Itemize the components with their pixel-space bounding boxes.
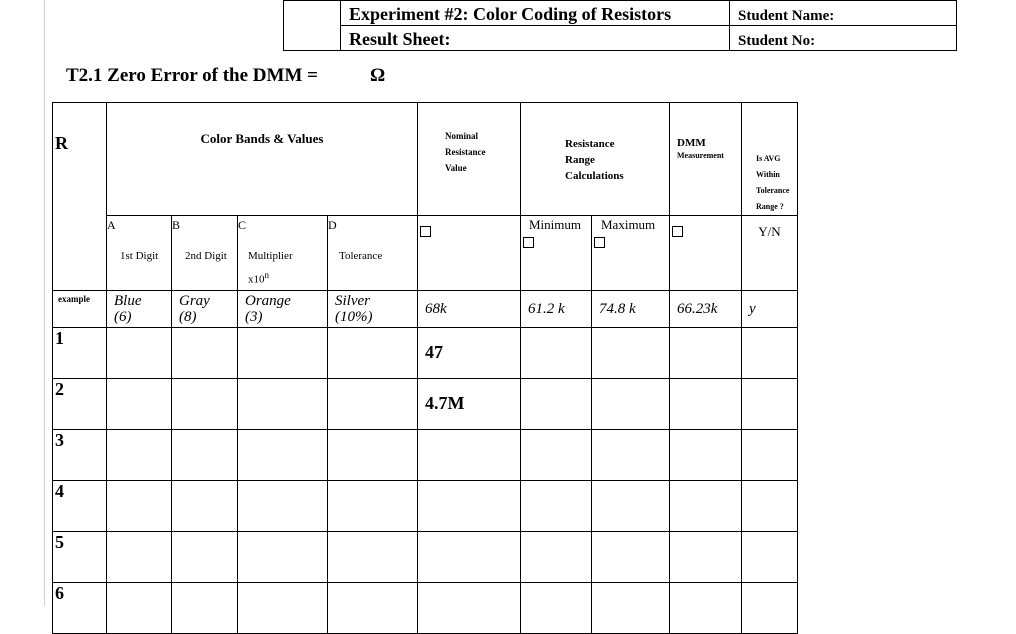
student-no-label: Student No: [730, 26, 957, 51]
experiment-title: Experiment #2: Color Coding of Resistors [341, 1, 730, 26]
result-sheet-label: Result Sheet: [341, 26, 730, 51]
row2-band-d[interactable] [328, 379, 418, 430]
tolerance-label: Tolerance [339, 250, 383, 262]
checkbox-icon [523, 237, 534, 248]
row6-dmm[interactable] [670, 583, 742, 634]
row5-band-d[interactable] [328, 532, 418, 583]
table-row [53, 430, 798, 481]
minimum-header: Minimum [521, 216, 592, 291]
header-table [283, 0, 957, 51]
page-margin-line [44, 0, 45, 606]
band-a-header: A 1st Digit [107, 216, 172, 291]
row4-avg[interactable] [742, 481, 798, 532]
row6-band-a[interactable] [107, 583, 172, 634]
example-avg: y [742, 291, 798, 328]
checkbox-icon [672, 226, 683, 237]
row5-avg[interactable] [742, 532, 798, 583]
row6-max[interactable] [592, 583, 670, 634]
student-name-label: Student Name: [730, 1, 957, 26]
row4-min[interactable] [521, 481, 592, 532]
row3-nominal[interactable] [418, 430, 521, 481]
dmm-subheader [670, 216, 742, 291]
header-blank-cell [284, 1, 341, 51]
row2-band-a[interactable] [107, 379, 172, 430]
row2-min[interactable] [521, 379, 592, 430]
row2-nominal: 4.7M [418, 379, 521, 430]
row2-band-c[interactable] [238, 379, 328, 430]
table-row [53, 583, 798, 634]
maximum-header: Maximum [592, 216, 670, 291]
row1-band-d[interactable] [328, 328, 418, 379]
row5-nominal[interactable] [418, 532, 521, 583]
example-min: 61.2 k [521, 291, 592, 328]
example-nominal: 68k [418, 291, 521, 328]
row-number: 6 [53, 583, 107, 634]
example-band-c: Orange (3) [238, 291, 328, 328]
table-row [53, 328, 798, 379]
row2-dmm[interactable] [670, 379, 742, 430]
example-row [53, 291, 798, 328]
table-row [53, 379, 798, 430]
row5-max[interactable] [592, 532, 670, 583]
example-band-b: Gray (8) [172, 291, 238, 328]
row6-band-b[interactable] [172, 583, 238, 634]
dmm-header: DMM Measurement [670, 103, 742, 216]
row5-dmm[interactable] [670, 532, 742, 583]
checkbox-icon [594, 237, 605, 248]
row1-min[interactable] [521, 328, 592, 379]
zero-error-label: T2.1 Zero Error of the DMM = [66, 65, 318, 86]
avg-header: Is AVG Within Tolerance Range ? [742, 103, 798, 216]
row3-band-b[interactable] [172, 430, 238, 481]
example-max: 74.8 k [592, 291, 670, 328]
example-band-a: Blue (6) [107, 291, 172, 328]
example-label: example [53, 291, 107, 328]
nominal-header: Nominal Resistance Value [418, 103, 521, 216]
multiplier-label: Multiplier [248, 250, 293, 262]
r-column-header: R [53, 103, 107, 291]
row-number: 4 [53, 481, 107, 532]
color-bands-header: Color Bands & Values [107, 103, 418, 216]
row-number: 5 [53, 532, 107, 583]
row5-band-b[interactable] [172, 532, 238, 583]
table-row [53, 532, 798, 583]
row6-min[interactable] [521, 583, 592, 634]
row-number: 2 [53, 379, 107, 430]
row3-max[interactable] [592, 430, 670, 481]
row1-dmm[interactable] [670, 328, 742, 379]
row4-band-c[interactable] [238, 481, 328, 532]
second-digit-label: 2nd Digit [185, 250, 227, 262]
row3-band-d[interactable] [328, 430, 418, 481]
row3-avg[interactable] [742, 430, 798, 481]
row3-dmm[interactable] [670, 430, 742, 481]
row4-band-d[interactable] [328, 481, 418, 532]
row6-band-d[interactable] [328, 583, 418, 634]
row1-avg[interactable] [742, 328, 798, 379]
row4-band-b[interactable] [172, 481, 238, 532]
row1-band-b[interactable] [172, 328, 238, 379]
row-number: 1 [53, 328, 107, 379]
zero-error-line [66, 65, 385, 87]
example-band-d: Silver (10%) [328, 291, 418, 328]
results-table [52, 102, 798, 634]
row2-avg[interactable] [742, 379, 798, 430]
multiplier-exponent: x10$^n$ [248, 270, 269, 286]
example-dmm: 66.23k [670, 291, 742, 328]
range-header: Resistance Range Calculations [521, 103, 670, 216]
row6-band-c[interactable] [238, 583, 328, 634]
row6-nominal[interactable] [418, 583, 521, 634]
checkbox-icon [420, 226, 431, 237]
band-c-header: C Multiplier x10$^n$ [238, 216, 328, 291]
band-b-header: B 2nd Digit [172, 216, 238, 291]
row5-band-a[interactable] [107, 532, 172, 583]
row3-band-c[interactable] [238, 430, 328, 481]
row-number: 3 [53, 430, 107, 481]
row6-avg[interactable] [742, 583, 798, 634]
row5-min[interactable] [521, 532, 592, 583]
yn-header: Y/N [742, 216, 798, 291]
ohm-unit: Ω [369, 65, 386, 86]
row4-band-a[interactable] [107, 481, 172, 532]
row4-max[interactable] [592, 481, 670, 532]
row3-min[interactable] [521, 430, 592, 481]
row1-band-a[interactable] [107, 328, 172, 379]
row5-band-c[interactable] [238, 532, 328, 583]
row1-nominal: 47 [418, 328, 521, 379]
band-d-header: D Tolerance [328, 216, 418, 291]
row4-nominal[interactable] [418, 481, 521, 532]
row2-max[interactable] [592, 379, 670, 430]
row3-band-a[interactable] [107, 430, 172, 481]
nominal-subheader [418, 216, 521, 291]
row4-dmm[interactable] [670, 481, 742, 532]
row1-band-c[interactable] [238, 328, 328, 379]
table-row [53, 481, 798, 532]
row2-band-b[interactable] [172, 379, 238, 430]
first-digit-label: 1st Digit [120, 250, 159, 262]
row1-max[interactable] [592, 328, 670, 379]
